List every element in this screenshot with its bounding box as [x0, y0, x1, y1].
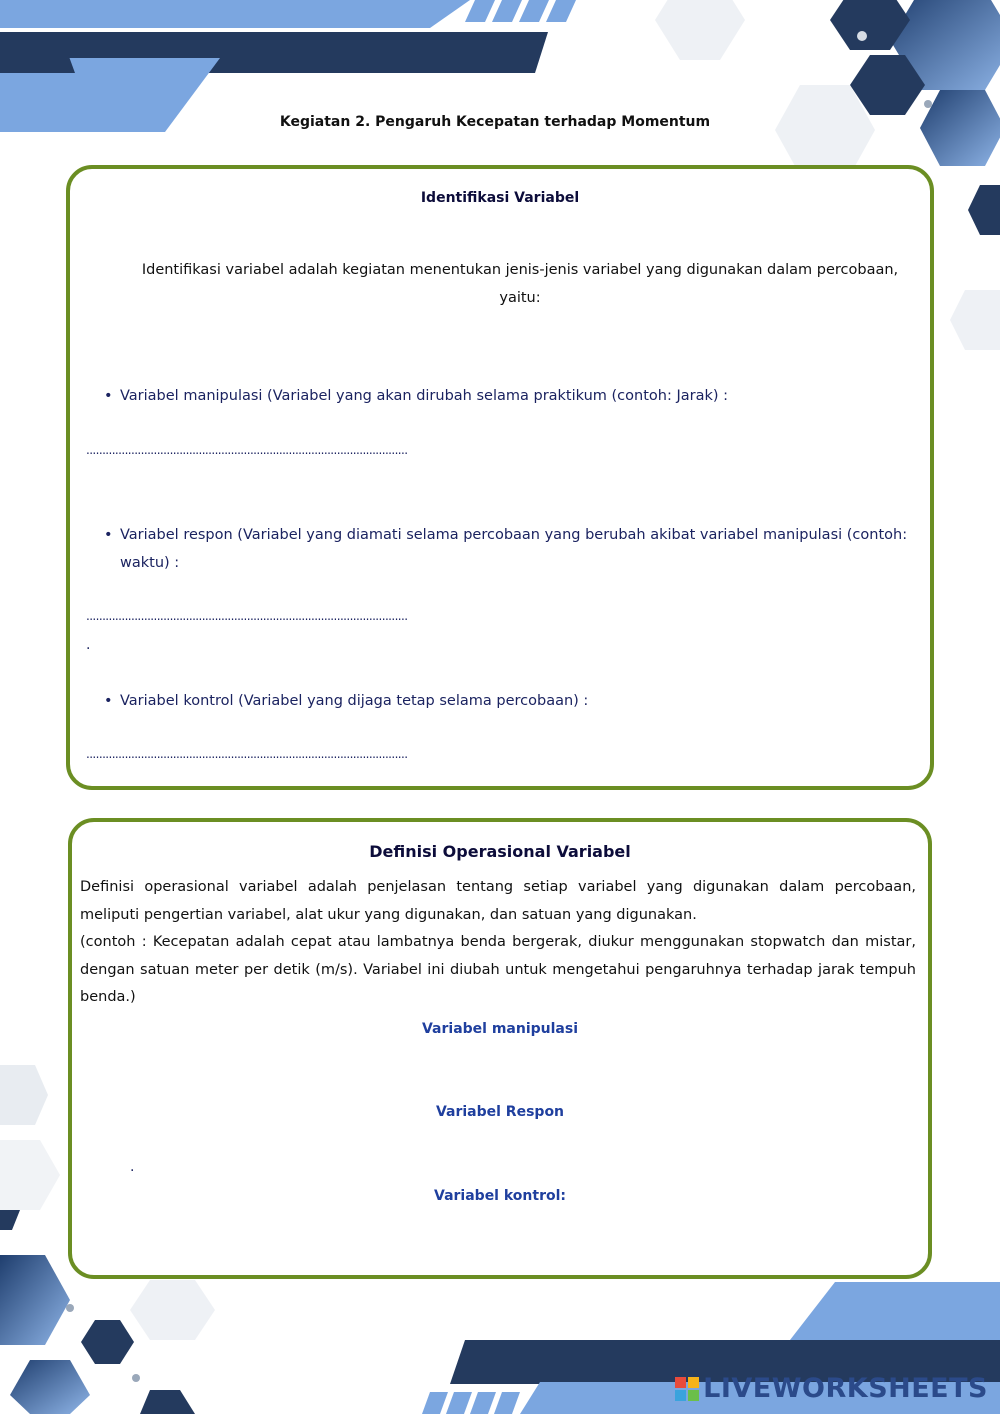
answer-label-kontrol[interactable]: Variabel kontrol:: [434, 1188, 566, 1204]
definition-paragraph: Definisi operasional variabel adalah penjelasan tentang setiap variabel yang digunakan dalam percobaan, meliputi pengertian variabel, alat ukur yang digunakan, dan satuan yang digunakan.: [80, 879, 916, 923]
list-item-respon: [104, 521, 915, 577]
list-item-manipulasi: [104, 382, 915, 410]
bullet-icon: •: [104, 388, 113, 404]
identification-heading: Identifikasi Variabel: [420, 190, 580, 206]
liveworksheets-logo[interactable]: [675, 1373, 988, 1404]
answer-label-respon[interactable]: Variabel Respon: [435, 1104, 565, 1120]
identification-intro: Identifikasi variabel adalah kegiatan menentukan jenis-jenis variabel yang digunakan dalam percobaan, yaitu:: [141, 262, 899, 306]
definition-example: (contoh : Kecepatan adalah cepat atau lambatnya benda bergerak, diukur menggunakan stopwatch dan mistar, dengan satuan meter per detik (m/s). Variabel ini diubah untuk mengetahui pengaruhnya terhadap jarak tempuh benda.): [80, 934, 916, 1005]
answer-field-manipulasi[interactable]: ....................................................................................................: [86, 443, 408, 457]
list-item-kontrol: [104, 687, 915, 715]
list-item-text: Variabel manipulasi (Variabel yang akan dirubah selama praktikum (contoh: Jarak) :: [120, 388, 729, 404]
bullet-icon: •: [104, 693, 113, 709]
liveworksheets-mark-icon: [675, 1377, 699, 1401]
answer-field-kontrol[interactable]: ....................................................................................................: [86, 747, 408, 761]
liveworksheets-text: LIVEWORKSHEETS: [703, 1373, 988, 1404]
identification-section: [66, 165, 934, 790]
definition-text: [80, 874, 916, 1012]
answer-field-respon[interactable]: ....................................................................................................: [86, 609, 408, 623]
stray-mark: .: [130, 1159, 135, 1175]
list-item-text: Variabel respon (Variabel yang diamati selama percobaan yang berubah akibat variabel manipulasi (contoh: waktu) :: [120, 527, 908, 571]
list-item-text: Variabel kontrol (Variabel yang dijaga tetap selama percobaan) :: [120, 693, 589, 709]
answer-label-manipulasi[interactable]: Variabel manipulasi: [421, 1021, 579, 1037]
definition-heading: Definisi Operasional Variabel: [369, 842, 631, 861]
stray-mark: .: [86, 637, 91, 653]
page-title: Kegiatan 2. Pengaruh Kecepatan terhadap Momentum: [279, 114, 711, 130]
bullet-icon: •: [104, 527, 113, 543]
definition-section: [68, 818, 932, 1279]
